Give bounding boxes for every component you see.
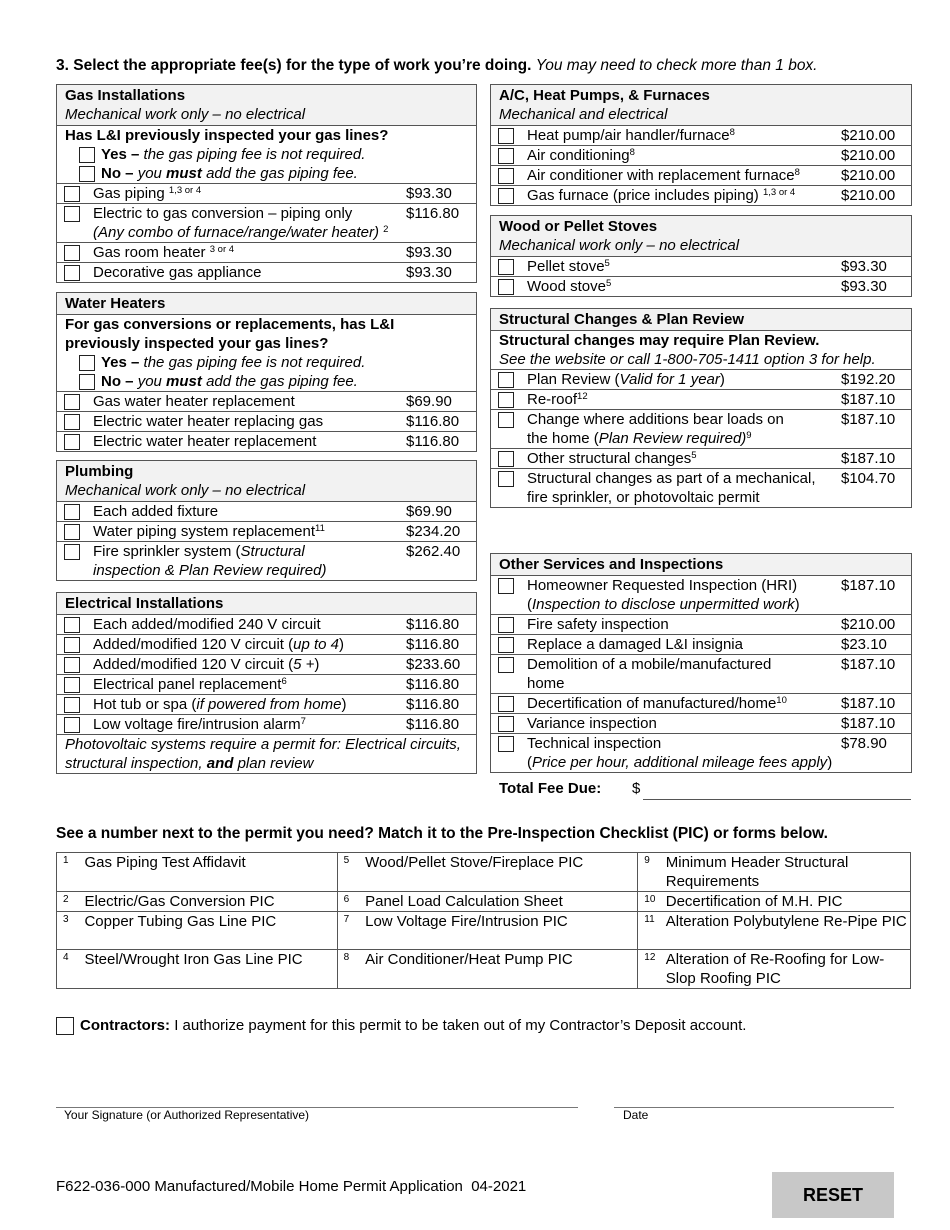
fee-row <box>491 449 911 469</box>
paren-close: ) <box>827 754 833 771</box>
fee-row <box>57 635 476 655</box>
fee-row <box>57 542 476 580</box>
fee-label-end: ) <box>719 371 725 388</box>
fee-label: Electrical panel replacement <box>93 676 282 693</box>
gas-no-label: No – <box>101 165 134 182</box>
pic-name: Alteration Polybutylene Re-Pipe PIC <box>664 912 911 950</box>
wood-stoves-box <box>490 215 912 297</box>
demolition-checkbox[interactable] <box>498 657 514 673</box>
circuit-120-5-plus-checkbox[interactable] <box>64 657 80 673</box>
fee-price: $116.80 <box>406 676 460 693</box>
footnote-ref: 5 <box>604 258 610 269</box>
hot-tub-checkbox[interactable] <box>64 697 80 713</box>
fee-label: Variance inspection <box>527 715 657 732</box>
fee-price: $187.10 <box>841 656 896 673</box>
fee-label: Technical inspection <box>527 735 662 752</box>
fee-row <box>491 257 911 277</box>
fee-label: Gas piping <box>93 185 165 202</box>
gas-yes-label: Yes – <box>101 146 140 163</box>
fee-label-italic: Valid for 1 year <box>619 371 720 388</box>
fee-label: Electric water heater replacing gas <box>93 413 324 430</box>
gas-question: Has L&I previously inspected your gas lines? <box>65 127 389 144</box>
fee-label: Hot tub or spa ( <box>93 696 197 713</box>
fee-label: Fire sprinkler system ( <box>93 543 241 560</box>
date-label: Date <box>623 1108 649 1122</box>
fee-price: $187.10 <box>841 695 896 712</box>
fee-row <box>491 576 911 615</box>
other-services-box <box>490 553 912 773</box>
gas-subtitle: Mechanical work only – no electrical <box>65 106 306 123</box>
footnote-number: 4 <box>57 950 83 989</box>
fee-price: $187.10 <box>841 577 896 594</box>
fee-price: $116.80 <box>406 716 460 733</box>
footnote-number: 11 <box>638 912 664 950</box>
water-no-checkbox[interactable] <box>79 374 95 390</box>
fee-row <box>57 184 476 204</box>
pic-name: Alteration of Re-Roofing for Low-Slop Roofing PIC <box>664 950 911 989</box>
fee-row <box>491 635 911 655</box>
signature-label: Your Signature (or Authorized Representative) <box>64 1108 310 1122</box>
footnote-ref: 12 <box>577 391 588 402</box>
heading-bold: 3. Select the appropriate fee(s) for the type of work you’re doing. <box>56 57 532 74</box>
pic-name: Panel Load Calculation Sheet <box>363 892 638 912</box>
note-text-end: plan review <box>237 755 314 772</box>
footnote-ref: 2 <box>383 224 389 235</box>
pic-name: Air Conditioner/Heat Pump PIC <box>363 950 638 989</box>
fee-price: $210.00 <box>841 616 896 633</box>
pic-name: Minimum Header Structural Requirements <box>664 853 911 892</box>
water-no-must: must <box>166 373 202 390</box>
water-heaters-box <box>56 292 477 452</box>
electric-replacing-gas-checkbox[interactable] <box>64 414 80 430</box>
fee-price: $210.00 <box>841 147 896 164</box>
table-row <box>57 912 911 950</box>
fee-row <box>57 263 476 282</box>
contractors-checkbox[interactable] <box>56 1017 74 1035</box>
fee-row <box>491 714 911 734</box>
fire-sprinkler-checkbox[interactable] <box>64 544 80 560</box>
circuit-240-checkbox[interactable] <box>64 617 80 633</box>
fire-safety-checkbox[interactable] <box>498 617 514 633</box>
footnote-number: 9 <box>638 853 664 892</box>
fee-label: Structural changes as part of a mechanical, fire sprinkler, or photovoltaic permit <box>527 470 816 506</box>
structural-box <box>490 308 912 508</box>
fee-label: Electric water heater replacement <box>93 433 317 450</box>
fee-label: Low voltage fire/intrusion alarm <box>93 716 301 733</box>
fee-price: $233.60 <box>406 656 461 673</box>
fee-price: $78.90 <box>841 735 887 752</box>
footnote-number: 5 <box>337 853 363 892</box>
fee-label-detail: inspection & Plan Review required) <box>93 562 327 579</box>
table-row <box>57 853 911 892</box>
contractors-text: I authorize payment for this permit to be taken out of my Contractor’s Deposit account. <box>174 1017 747 1034</box>
pic-name: Steel/Wrought Iron Gas Line PIC <box>82 950 337 989</box>
fee-price: $187.10 <box>841 715 896 732</box>
wood-subtitle: Mechanical work only – no electrical <box>499 237 740 254</box>
electrical-box <box>56 592 477 774</box>
fee-price: $210.00 <box>841 167 896 184</box>
structural-help: See the website or call 1-800-705-1411 option 3 for help. <box>499 351 876 368</box>
pic-heading: See a number next to the permit you need? Match it to the Pre-Inspection Checklist (PIC) or forms below. <box>56 825 828 842</box>
fee-row <box>491 469 911 507</box>
section-heading <box>56 57 916 75</box>
fee-row <box>57 675 476 695</box>
reset-button[interactable]: RESET <box>772 1172 894 1218</box>
wood-stove-checkbox[interactable] <box>498 279 514 295</box>
fee-price: $104.70 <box>841 470 896 487</box>
fee-price: $93.30 <box>406 244 452 261</box>
fee-label: Re-roof <box>527 391 578 408</box>
fee-row <box>57 432 476 451</box>
footnote-number: 8 <box>337 950 363 989</box>
fee-row <box>491 734 911 772</box>
fee-label: Pellet stove <box>527 258 605 275</box>
decorative-gas-checkbox[interactable] <box>64 265 80 281</box>
footnote-number: 1 <box>57 853 83 892</box>
fee-label: Gas furnace (price includes piping) <box>527 187 759 204</box>
paren-open: ( <box>527 754 532 771</box>
fee-price: $192.20 <box>841 371 896 388</box>
variance-checkbox[interactable] <box>498 716 514 732</box>
paren-open: ( <box>527 596 532 613</box>
other-structural-checkbox[interactable] <box>498 451 514 467</box>
gas-piping-checkbox[interactable] <box>64 186 80 202</box>
fee-row <box>57 412 476 432</box>
fee-label-italic: Plan Review required) <box>598 430 747 447</box>
fee-row <box>57 522 476 542</box>
footnote-number: 7 <box>337 912 363 950</box>
fee-price: $93.30 <box>841 278 887 295</box>
structural-title: Structural Changes & Plan Review <box>499 311 745 328</box>
hri-checkbox[interactable] <box>498 578 514 594</box>
fee-label: Added/modified 120 V circuit ( <box>93 636 294 653</box>
water-piping-checkbox[interactable] <box>64 524 80 540</box>
fee-row <box>57 243 476 263</box>
water-no-label: No – <box>101 373 134 390</box>
footnote-number: 3 <box>57 912 83 950</box>
fee-row <box>57 695 476 715</box>
fee-label-italic: Inspection to disclose unpermitted work <box>532 596 795 613</box>
electric-to-gas-checkbox[interactable] <box>64 206 80 222</box>
fee-price: $210.00 <box>841 127 896 144</box>
footnote-ref: 7 <box>300 716 306 727</box>
water-question: For gas conversions or replacements, has L&I previously inspected your gas lines? <box>65 316 395 352</box>
fee-price: $93.30 <box>406 185 452 202</box>
fee-label-end: ) <box>341 696 347 713</box>
fee-price: $187.10 <box>841 391 896 408</box>
fee-label: Replace a damaged L&I insignia <box>527 636 743 653</box>
electrical-title: Electrical Installations <box>65 595 224 612</box>
date-field[interactable] <box>614 1107 894 1108</box>
ac-furnace-checkbox[interactable] <box>498 168 514 184</box>
fee-row <box>57 715 476 735</box>
footnote-ref: 3 or 4 <box>209 244 235 255</box>
pic-name: Low Voltage Fire/Intrusion PIC <box>363 912 638 950</box>
fee-label: Change where additions bear loads on <box>527 411 784 428</box>
pic-name: Electric/Gas Conversion PIC <box>82 892 337 912</box>
fee-label: Water piping system replacement <box>93 523 316 540</box>
electric-water-heater-checkbox[interactable] <box>64 434 80 450</box>
fee-row <box>57 392 476 412</box>
gas-installations-box <box>56 84 477 283</box>
fee-price: $93.30 <box>406 264 452 281</box>
low-voltage-alarm-checkbox[interactable] <box>64 717 80 733</box>
footnote-ref: 5 <box>691 450 697 461</box>
photovoltaic-note <box>57 735 476 773</box>
gas-furnace-checkbox[interactable] <box>498 188 514 204</box>
gas-no-text-end: add the gas piping fee. <box>206 165 358 182</box>
fee-label: Gas water heater replacement <box>93 393 295 410</box>
gas-yes-checkbox[interactable] <box>79 147 95 163</box>
fee-row <box>491 126 911 146</box>
fee-label: Decorative gas appliance <box>93 264 262 281</box>
fee-price: $187.10 <box>841 411 896 428</box>
structural-question: Structural changes may require Plan Review. <box>499 332 820 349</box>
footnote-ref: 5 <box>605 278 612 289</box>
fee-price: $210.00 <box>841 187 896 204</box>
water-no-text: you <box>137 373 162 390</box>
fee-price: $23.10 <box>841 636 887 653</box>
fee-price: $69.90 <box>406 503 452 520</box>
fee-label-end: ) <box>314 656 320 673</box>
total-fee-label: Total Fee Due: <box>499 780 602 797</box>
footnote-ref: 8 <box>629 147 635 158</box>
plumbing-subtitle: Mechanical work only – no electrical <box>65 482 306 499</box>
gas-no-checkbox[interactable] <box>79 166 95 182</box>
fee-price: $187.10 <box>841 450 896 467</box>
fee-label: Air conditioning <box>527 147 630 164</box>
fee-row <box>491 615 911 635</box>
fee-price: $262.40 <box>406 543 461 560</box>
footnote-ref: 8 <box>794 167 800 178</box>
structural-as-part-checkbox[interactable] <box>498 471 514 487</box>
ac-box <box>490 84 912 206</box>
water-title: Water Heaters <box>65 295 166 312</box>
fee-price: $93.30 <box>841 258 887 275</box>
pellet-stove-checkbox[interactable] <box>498 259 514 275</box>
decertification-checkbox[interactable] <box>498 696 514 712</box>
pic-table <box>56 852 911 989</box>
footnote-ref: 9 <box>746 430 752 441</box>
pic-name: Gas Piping Test Affidavit <box>82 853 337 892</box>
table-row <box>57 950 911 989</box>
contractors-label: Contractors: <box>80 1017 171 1034</box>
footnote-ref: 1,3 or 4 <box>168 185 202 196</box>
water-yes-checkbox[interactable] <box>79 355 95 371</box>
fee-row <box>491 186 911 205</box>
table-row <box>57 892 911 912</box>
footnote-ref: 10 <box>776 695 787 706</box>
fee-label: Plan Review ( <box>527 371 620 388</box>
fee-row <box>57 204 476 243</box>
water-no-text-end: add the gas piping fee. <box>206 373 358 390</box>
fee-label: Decertification of manufactured/home <box>527 695 777 712</box>
footnote-number: 12 <box>638 950 664 989</box>
fee-row <box>491 410 911 449</box>
footnote-ref: 11 <box>315 523 325 534</box>
heading-italic: You may need to check more than 1 box. <box>535 57 818 74</box>
water-yes-label: Yes – <box>101 354 140 371</box>
footnote-ref: 1,3 or 4 <box>762 187 796 198</box>
fee-label-detail: the home ( <box>527 430 599 447</box>
total-fee-input[interactable] <box>643 799 911 800</box>
fee-label-italic: Price per hour, additional mileage fees apply <box>532 754 828 771</box>
panel-replacement-checkbox[interactable] <box>64 677 80 693</box>
technical-inspection-checkbox[interactable] <box>498 736 514 752</box>
fee-row <box>491 166 911 186</box>
fee-row <box>491 694 911 714</box>
fee-price: $116.80 <box>406 636 460 653</box>
fee-label: Other structural changes <box>527 450 692 467</box>
fee-label: Electric to gas conversion – piping only <box>93 205 353 222</box>
fee-price: $116.80 <box>406 696 460 713</box>
gas-water-heater-checkbox[interactable] <box>64 394 80 410</box>
gas-no-must: must <box>166 165 202 182</box>
gas-no-text: you <box>137 165 162 182</box>
gas-yes-text: the gas piping fee is not required. <box>143 146 366 163</box>
ac-title: A/C, Heat Pumps, & Furnaces <box>499 87 710 104</box>
fee-label: Fire safety inspection <box>527 616 669 633</box>
fee-row <box>491 390 911 410</box>
fee-label: Wood stove <box>527 278 606 295</box>
additions-bear-loads-checkbox[interactable] <box>498 412 514 428</box>
fee-label: Each added fixture <box>93 503 219 520</box>
fee-row <box>491 655 911 694</box>
fee-price: $116.80 <box>406 413 460 430</box>
plumbing-title: Plumbing <box>65 463 134 480</box>
wood-title: Wood or Pellet Stoves <box>499 218 658 235</box>
fee-row <box>57 615 476 635</box>
water-yes-text: the gas piping fee is not required. <box>143 354 366 371</box>
fee-label: Added/modified 120 V circuit ( <box>93 656 294 673</box>
fee-label: Gas room heater <box>93 244 206 261</box>
air-conditioning-checkbox[interactable] <box>498 148 514 164</box>
fee-price: $234.20 <box>406 523 461 540</box>
plan-review-checkbox[interactable] <box>498 372 514 388</box>
form-id: F622-036-000 Manufactured/Mobile Home Permit Application 04-2021 <box>56 1178 527 1195</box>
gas-room-heater-checkbox[interactable] <box>64 245 80 261</box>
footnote-number: 10 <box>638 892 664 912</box>
pic-name: Wood/Pellet Stove/Fireplace PIC <box>363 853 638 892</box>
fee-label-end: ) <box>338 636 344 653</box>
fee-label-italic: Structural <box>240 543 305 560</box>
fee-price: $116.80 <box>406 433 460 450</box>
fee-row <box>57 655 476 675</box>
paren-close: ) <box>794 596 800 613</box>
fee-price: $116.80 <box>406 616 460 633</box>
fee-label-detail: (Any combo of furnace/range/water heater) <box>93 224 379 241</box>
pic-name: Decertification of M.H. PIC <box>664 892 911 912</box>
fee-label: Heat pump/air handler/furnace <box>527 127 730 144</box>
fee-row <box>491 277 911 296</box>
footnote-number: 2 <box>57 892 83 912</box>
total-currency: $ <box>632 780 641 797</box>
footnote-ref: 6 <box>281 676 287 687</box>
heat-pump-checkbox[interactable] <box>498 128 514 144</box>
re-roof-checkbox[interactable] <box>498 392 514 408</box>
contractors-authorization <box>56 1016 746 1035</box>
fee-label: Homeowner Requested Inspection (HRI) <box>527 577 798 594</box>
fee-label-italic: if powered from home <box>196 696 342 713</box>
fee-label-italic: up to 4 <box>293 636 339 653</box>
fee-price: $116.80 <box>406 205 460 222</box>
each-fixture-checkbox[interactable] <box>64 504 80 520</box>
fee-price: $69.90 <box>406 393 452 410</box>
plumbing-box <box>56 460 477 581</box>
gas-title: Gas Installations <box>65 87 186 104</box>
fee-label: Each added/modified 240 V circuit <box>93 616 321 633</box>
footnote-ref: 8 <box>729 127 735 138</box>
ac-subtitle: Mechanical and electrical <box>499 106 668 123</box>
fee-row <box>491 370 911 390</box>
other-title: Other Services and Inspections <box>499 556 724 573</box>
fee-label: Air conditioner with replacement furnace <box>527 167 795 184</box>
fee-row <box>57 502 476 522</box>
fee-row <box>491 146 911 166</box>
fee-label-italic: 5 + <box>293 656 315 673</box>
fee-label: Demolition of a mobile/manufactured home <box>527 656 772 692</box>
pic-name: Copper Tubing Gas Line PIC <box>82 912 337 950</box>
insignia-checkbox[interactable] <box>498 637 514 653</box>
note-text: Photovoltaic systems require a permit for: Electrical circuits, structural inspection, <box>65 736 461 772</box>
circuit-120-up-to-4-checkbox[interactable] <box>64 637 80 653</box>
footnote-number: 6 <box>337 892 363 912</box>
note-and: and <box>206 755 234 772</box>
